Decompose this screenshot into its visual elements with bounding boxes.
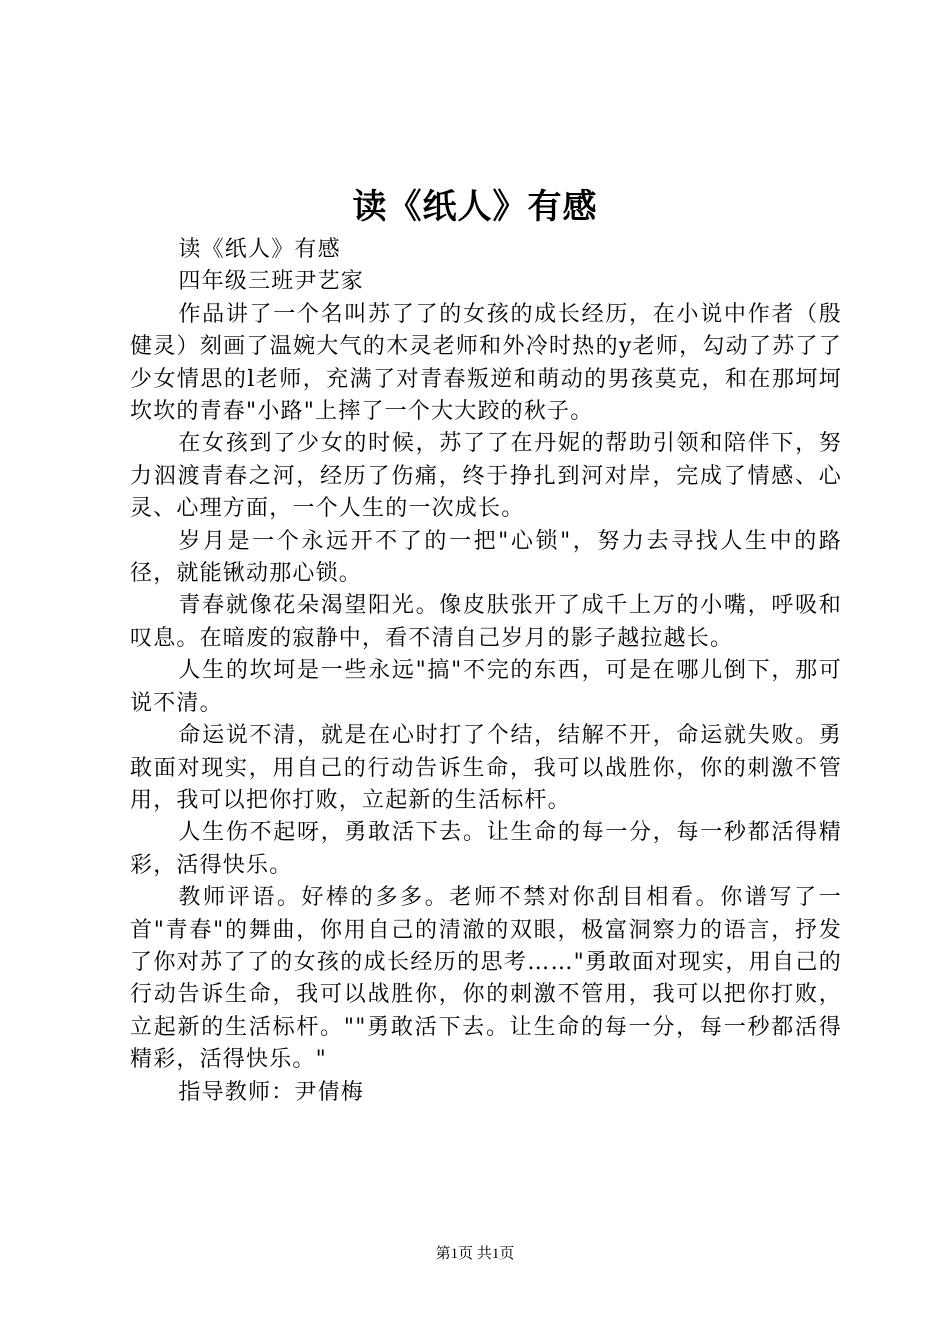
body-paragraph: 在女孩到了少女的时候，苏了了在丹妮的帮助引领和陪伴下，努力泅渡青春之河，经历了伤痛，终于挣扎到河对岸，完成了情感、心灵、心理方面，一个人生的一次成长。 xyxy=(130,431,842,522)
body-paragraph: 人生的坎坷是一些永远"搞"不完的东西，可是在哪儿倒下，那可说不清。 xyxy=(130,658,842,716)
teacher-comment-paragraph: 教师评语。好棒的多多。老师不禁对你刮目相看。你谱写了一首"青春"的舞曲，你用自己的清澈的双眼，极富洞察力的语言，抒发了你对苏了了的女孩的成长经历的思考……"勇敢面对现实，用自己的行动告诉生命，我可以战胜你，你的刺激不管用，我可以把你打败，立起新的生活标杆。""勇敢活下去。让生命的每一分，每一秒都活得精彩，活得快乐。" xyxy=(130,885,842,1073)
advisor-paragraph: 指导教师：尹倩梅 xyxy=(178,1079,364,1105)
document-title: 读《纸人》有感 xyxy=(352,187,598,227)
body-paragraph: 青春就像花朵渴望阳光。像皮肤张开了成千上万的小嘴，呼吸和叹息。在暗废的寂静中，看不清自己岁月的影子越拉越长。 xyxy=(130,593,842,651)
subtitle-paragraph: 读《纸人》有感 xyxy=(178,237,341,262)
body-paragraph: 人生伤不起呀，勇敢活下去。让生命的每一分，每一秒都活得精彩，活得快乐。 xyxy=(130,820,842,878)
body-paragraph: 命运说不清，就是在心时打了个结，结解不开，命运就失败。勇敢面对现实，用自己的行动告诉生命，我可以战胜你，你的刺激不管用，我可以把你打败，立起新的生活标杆。 xyxy=(130,723,842,813)
author-paragraph: 四年级三班尹艺家 xyxy=(178,269,364,295)
document-body xyxy=(130,234,842,1109)
page-number-footer: 第1页 共1页 xyxy=(435,1246,515,1262)
body-paragraph: 岁月是一个永远开不了的一把"心锁"，努力去寻找人生中的路径，就能锹动那心锁。 xyxy=(130,528,842,587)
body-paragraph: 作品讲了一个名叫苏了了的女孩的成长经历，在小说中作者（殷健灵）刻画了温婉大气的木灵老师和外冷时热的y老师，勾动了苏了了少女情思的l老师，充满了对青春叛逆和萌动的男孩莫克，和在那坷坷坎坎的青春"小路"上摔了一个大大跤的秋子。 xyxy=(130,301,842,425)
